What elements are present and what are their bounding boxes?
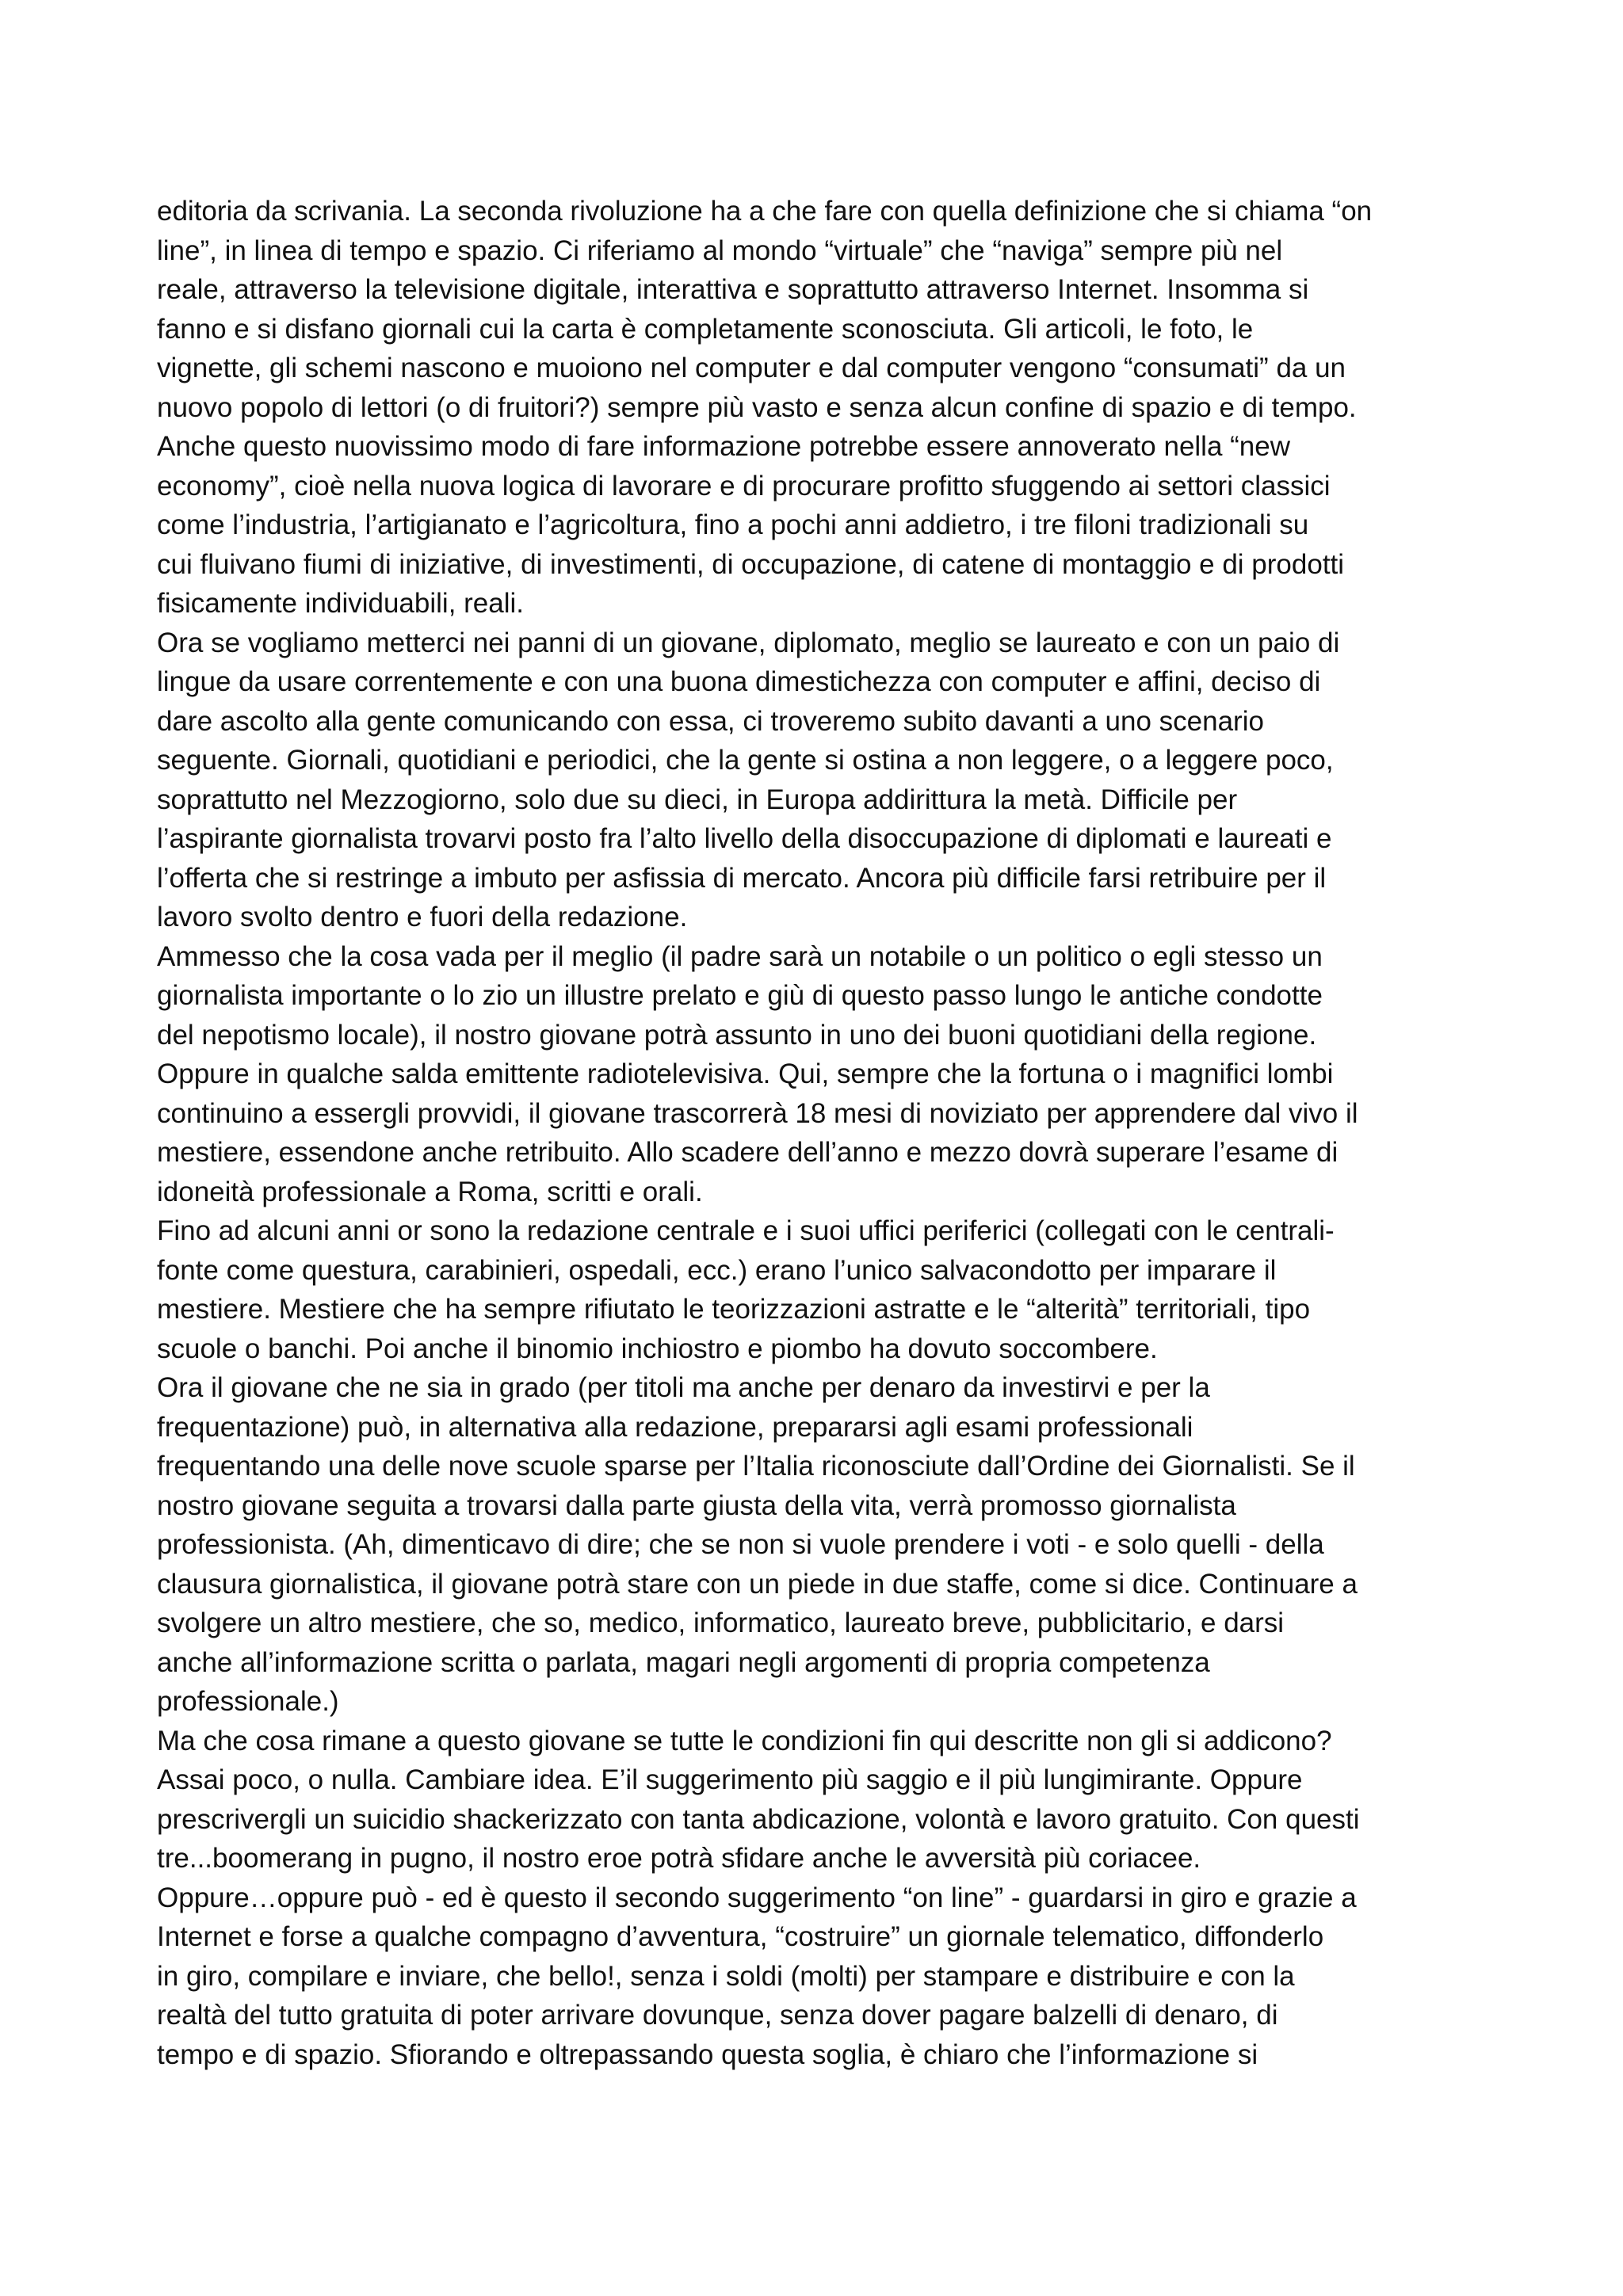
text-line: Oppure…oppure può - ed è questo il secondo suggerimento “on line” - guardarsi in giro e grazie a	[157, 1882, 1357, 1913]
text-line: Ammesso che la cosa vada per il meglio (il padre sarà un notabile o un politico o egli stesso un	[157, 940, 1323, 972]
text-line: mestiere, essendone anche retribuito. Allo scadere dell’anno e mezzo dovrà superare l’esame di	[157, 1137, 1338, 1168]
text-line: clausura giornalistica, il giovane potrà stare con un piede in due staffe, come si dice. Continuare a	[157, 1568, 1358, 1600]
text-line: reale, attraverso la televisione digitale, interattiva e soprattutto attraverso Internet. Insomma si	[157, 274, 1309, 305]
text-line: fonte come questura, carabinieri, ospedali, ecc.) erano l’unico salvacondotto per imparare il	[157, 1254, 1277, 1286]
text-line: lingue da usare correntemente e con una buona dimestichezza con computer e affini, deciso di	[157, 666, 1321, 697]
text-line: nuovo popolo di lettori (o di fruitori?) sempre più vasto e senza alcun confine di spazio e di tempo.	[157, 391, 1357, 423]
text-line: professionale.)	[157, 1686, 339, 1717]
text-line: scuole o banchi. Poi anche il binomio inchiostro e piombo ha dovuto soccombere.	[157, 1333, 1158, 1364]
text-line: prescrivergli un suicidio shackerizzato con tanta abdicazione, volontà e lavoro gratuito. Con questi	[157, 1803, 1360, 1835]
text-line: lavoro svolto dentro e fuori della redazione.	[157, 902, 688, 933]
text-line: idoneità professionale a Roma, scritti e orali.	[157, 1176, 703, 1207]
text-line: mestiere. Mestiere che ha sempre rifiutato le teorizzazioni astratte e le “alterità” territoriali, tipo	[157, 1294, 1311, 1325]
text-line: economy”, cioè nella nuova logica di lavorare e di procurare profitto sfuggendo ai settori classici	[157, 470, 1331, 502]
text-line: Internet e forse a qualche compagno d’avventura, “costruire” un giornale telematico, diffonderlo	[157, 1921, 1324, 1952]
text-line: professionista. (Ah, dimenticavo di dire; che se non si vuole prendere i voti - e solo quelli - della	[157, 1529, 1324, 1560]
text-line: realtà del tutto gratuita di poter arrivare dovunque, senza dover pagare balzelli di denaro, di	[157, 2000, 1278, 2031]
text-line: tre...boomerang in pugno, il nostro eroe potrà sfidare anche le avversità più coriacee.	[157, 1843, 1201, 1874]
text-line: frequentazione) può, in alternativa alla redazione, prepararsi agli esami professionali	[157, 1411, 1193, 1443]
text-line: Ma che cosa rimane a questo giovane se tutte le condizioni fin qui descritte non gli si addicono?	[157, 1725, 1332, 1756]
text-line: soprattutto nel Mezzogiorno, solo due su dieci, in Europa addirittura la metà. Difficile per	[157, 784, 1238, 815]
text-line: fanno e si disfano giornali cui la carta è completamente sconosciuta. Gli articoli, le foto, le	[157, 313, 1254, 345]
text-line: vignette, gli schemi nascono e muoiono nel computer e dal computer vengono “consumati” da un	[157, 353, 1346, 383]
text-line: Anche questo nuovissimo modo di fare informazione potrebbe essere annoverato nella “new	[157, 431, 1291, 462]
text-line: Fino ad alcuni anni or sono la redazione centrale e i suoi uffici periferici (collegati con le centrali-	[157, 1215, 1335, 1246]
text-line: in giro, compilare e inviare, che bello!, senza i soldi (molti) per stampare e distribuire e con la	[157, 1960, 1295, 1992]
text-line: Assai poco, o nulla. Cambiare idea. E’il suggerimento più saggio e il più lungimirante. Oppure	[157, 1764, 1303, 1795]
text-line: continuino a essergli provvidi, il giovane trascorrerà 18 mesi di noviziato per apprendere dal vivo il	[157, 1097, 1358, 1129]
text-line: l’aspirante giornalista trovarvi posto fra l’alto livello della disoccupazione di diplomati e laureati e	[157, 823, 1332, 854]
text-line: del nepotismo locale), il nostro giovane potrà assunto in uno dei buoni quotidiani della regione.	[157, 1019, 1317, 1051]
text-line: come l’industria, l’artigianato e l’agricoltura, fino a pochi anni addietro, i tre filoni tradizionali su	[157, 509, 1309, 540]
text-line: frequentando una delle nove scuole sparse per l’Italia riconosciute dall’Ordine dei Giornalisti. Se il	[157, 1451, 1355, 1482]
text-line: Ora se vogliamo metterci nei panni di un giovane, diplomato, meglio se laureato e con un paio di	[157, 627, 1340, 658]
text-line: anche all’informazione scritta o parlata, magari negli argomenti di propria competenza	[157, 1646, 1210, 1678]
text-line: Ora il giovane che ne sia in grado (per titoli ma anche per denaro da investirvi e per la	[157, 1372, 1210, 1403]
text-line: cui fluivano fiumi di iniziative, di investimenti, di occupazione, di catene di montaggio e di prodotti	[157, 548, 1345, 580]
text-line: seguente. Giornali, quotidiani e periodici, che la gente si ostina a non leggere, o a leggere poco,	[157, 745, 1334, 776]
text-line: dare ascolto alla gente comunicando con essa, ci troveremo subito davanti a uno scenario	[157, 705, 1264, 737]
text-line: fisicamente individuabili, reali.	[157, 588, 524, 619]
text-line: tempo e di spazio. Sfiorando e oltrepassando questa soglia, è chiaro che l’informazione si	[157, 2039, 1258, 2070]
text-line: l’offerta che si restringe a imbuto per asfissia di mercato. Ancora più difficile farsi retribuire per il	[157, 862, 1327, 894]
text-line: giornalista importante o lo zio un illustre prelato e giù di questo passo lungo le antiche condotte	[157, 980, 1323, 1011]
body-text	[157, 192, 1488, 2074]
text-line: svolgere un altro mestiere, che so, medico, informatico, laureato breve, pubblicitario, e darsi	[157, 1608, 1285, 1638]
text-line: editoria da scrivania. La seconda rivoluzione ha a che fare con quella definizione che si chiama “on	[157, 196, 1373, 227]
text-line: line”, in linea di tempo e spazio. Ci riferiamo al mondo “virtuale” che “naviga” sempre più nel	[157, 235, 1283, 266]
text-line: nostro giovane seguita a trovarsi dalla parte giusta della vita, verrà promosso giornalista	[157, 1489, 1236, 1521]
text-line: Oppure in qualche salda emittente radiotelevisiva. Qui, sempre che la fortuna o i magnifici lombi	[157, 1058, 1334, 1089]
